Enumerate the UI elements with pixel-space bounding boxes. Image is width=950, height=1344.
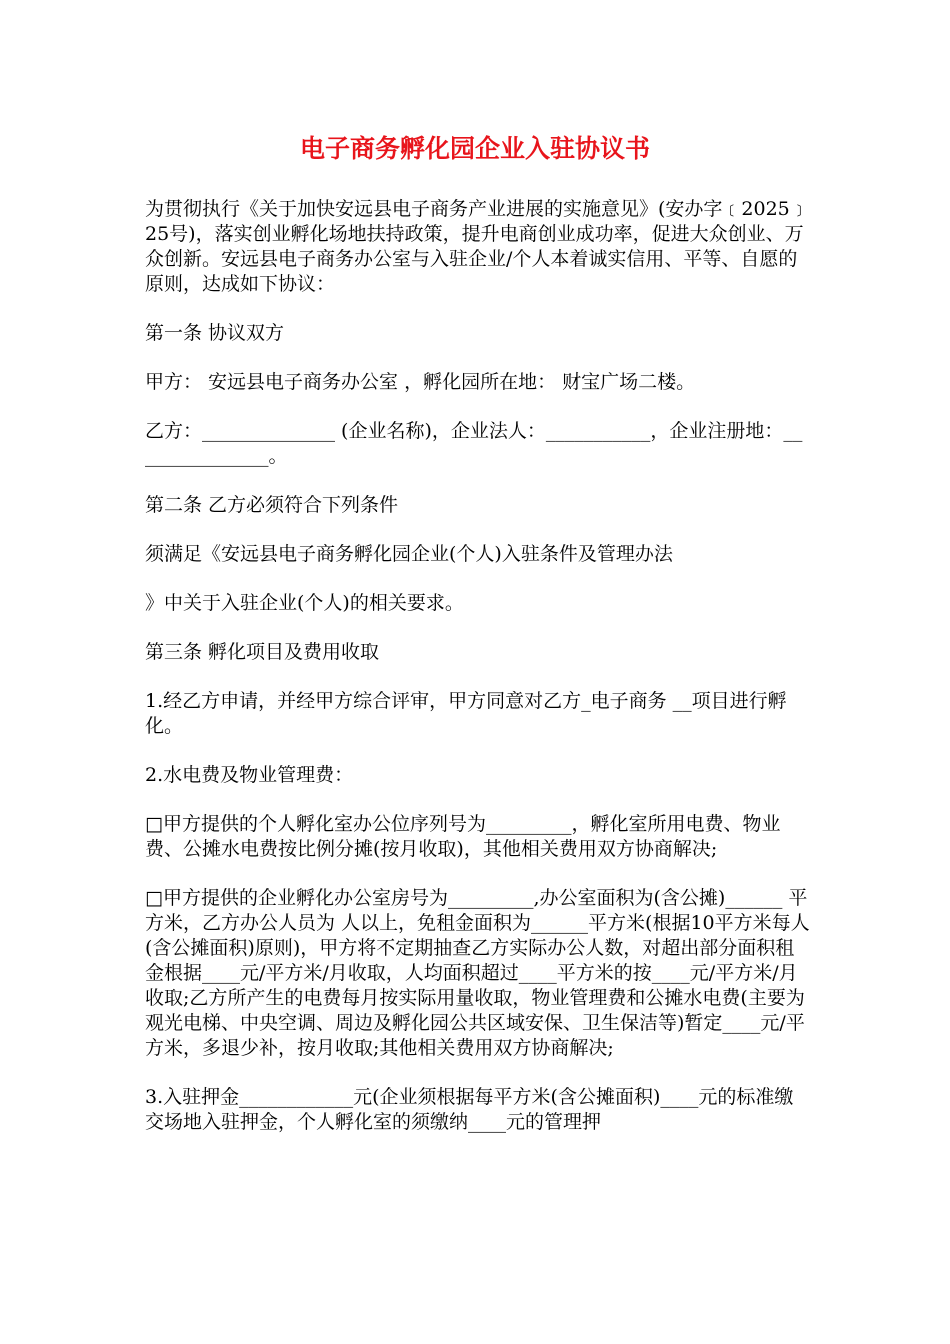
document-body <box>145 197 810 1159</box>
clause-3-1: 1.经乙方申请，并经甲方综合评审，甲方同意对乙方_电子商务 __项目进行孵化。 <box>145 690 787 737</box>
checkbox-option-enterprise: □甲方提供的企业孵化办公室房号为_________,办公室面积为(含公摊)______ 平方米，乙方办公人员为 人以上，免租金面积为______平方米(根据10平方米每人(含公摊面积)原则)，甲方将不定期抽查乙方实际办公人数，对超出部分面积租金根据____元/平方米/月收取，人均面积超过____平方米的按____元/平方米/月收取;乙方所产生的电费每月按实际用量收取，物业管理费和公摊水电费(主要为观光电梯、中央空调、周边及孵化园公共区域安保、卫生保洁等)暂定____元/平方米，多退少补，按月收取;其他相关费用双方协商解决; <box>145 887 810 1059</box>
article-3-heading: 第三条 孵化项目及费用收取 <box>145 641 380 663</box>
clause-3-2: 2.水电费及物业管理费： <box>145 764 354 786</box>
clause-3-3: 3.入驻押金____________元(企业须根据每平方米(含公摊面积)____元的标准缴交场地入驻押金，个人孵化室的须缴纳____元的管理押 <box>145 1086 794 1133</box>
article-2-requirement-line2: 》中关于入驻企业(个人)的相关要求。 <box>145 592 464 614</box>
document-title: 电子商务孵化园企业入驻协议书 <box>299 134 650 163</box>
party-b: 乙方：______________ (企业名称)，企业法人：___________，企业注册地：_______________。 <box>145 420 803 467</box>
article-1-heading: 第一条 协议双方 <box>145 322 285 344</box>
party-a: 甲方： 安远县电子商务办公室 ，孵化园所在地： 财宝广场二楼。 <box>145 371 696 393</box>
checkbox-option-personal: □甲方提供的个人孵化室办公位序列号为_________，孵化室所用电费、物业费、公摊水电费按比例分摊(按月收取)，其他相关费用双方协商解决; <box>145 813 781 860</box>
article-2-requirement-line1: 须满足《安远县电子商务孵化园企业(个人)入驻条件及管理办法 <box>145 543 673 565</box>
paragraph-preamble: 为贯彻执行《关于加快安远县电子商务产业进展的实施意见》(安办字﹝2025﹞25号)，落实创业孵化场地扶持政策，提升电商创业成功率，促进大众创业、万众创新。安远县电子商务办公室与入驻企业/个人本着诚实信用、平等、自愿的原则，达成如下协议： <box>145 198 809 295</box>
article-2-heading: 第二条 乙方必须符合下列条件 <box>145 494 399 516</box>
